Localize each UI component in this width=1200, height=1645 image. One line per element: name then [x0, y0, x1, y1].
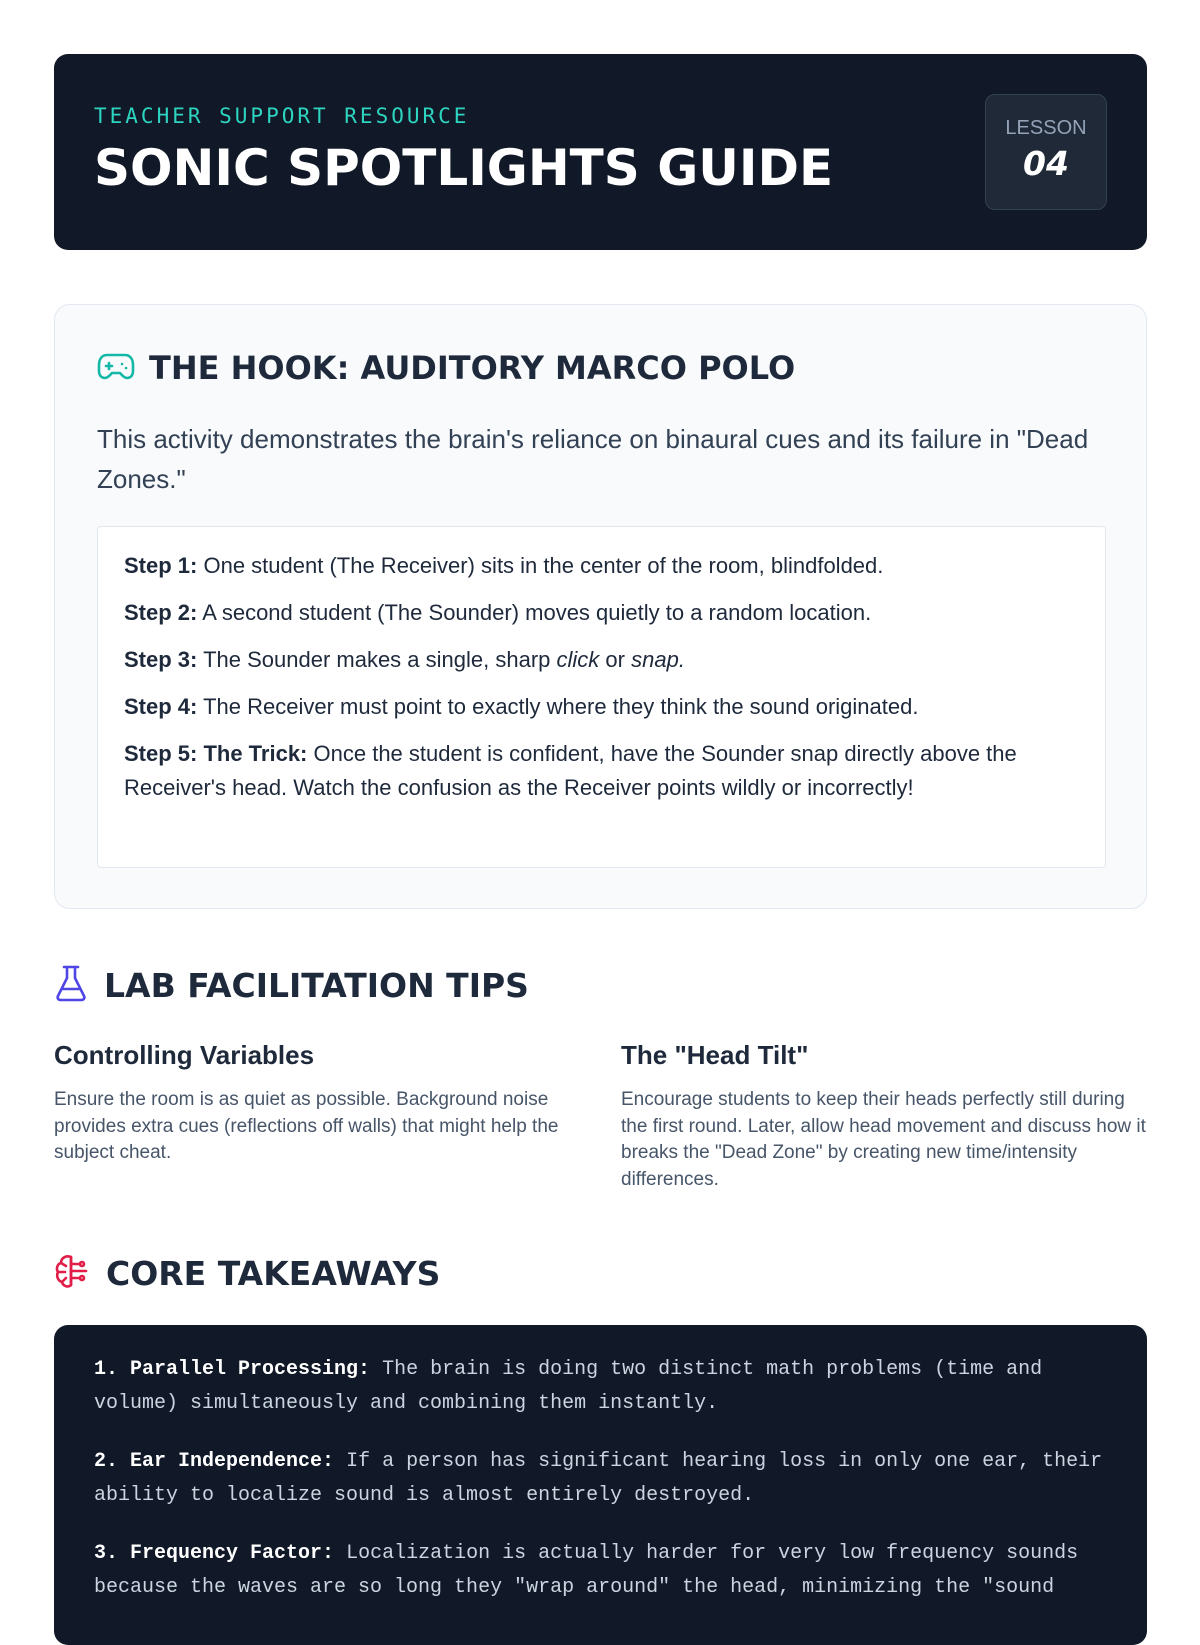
takeaway-text: The brain is doing two distinct math problems (time and volume) simultaneously and combining them instantly.: [94, 1358, 1043, 1415]
gamepad-icon: [97, 351, 135, 386]
tip-title: The "Head Tilt": [621, 1040, 809, 1070]
tips-heading: LAB FACILITATION TIPS: [104, 966, 529, 1005]
page-title: SONIC SPOTLIGHTS GUIDE: [94, 139, 834, 197]
step-label: Step 3:: [124, 647, 198, 672]
takeaway-label: 3. Frequency Factor:: [94, 1542, 335, 1565]
step-text: The Receiver must point to exactly where they think the sound originated.: [203, 694, 919, 719]
lesson-badge: [985, 94, 1107, 210]
header-eyebrow: TEACHER SUPPORT RESOURCE: [94, 104, 470, 128]
core-heading: CORE TAKEAWAYS: [106, 1254, 441, 1293]
takeaway-text: If a person has significant hearing loss in only one ear, their ability to localize sound is almost entirely destroyed.: [94, 1450, 1103, 1507]
core-heading-row: [54, 1253, 440, 1294]
takeaway-item: [94, 1445, 1107, 1513]
step-label: Step 2:: [124, 600, 198, 625]
steps-list: [97, 526, 1106, 868]
lesson-number: 04: [1023, 144, 1069, 183]
hook-heading: THE HOOK: AUDITORY MARCO POLO: [149, 349, 796, 387]
step-item: [124, 596, 1079, 630]
takeaway-item: [94, 1353, 1107, 1421]
takeaway-item: [94, 1537, 1107, 1605]
tips-heading-row: [54, 964, 529, 1007]
flask-icon: [54, 964, 88, 1007]
step-item: [124, 737, 1079, 805]
step-text: A second student (The Sounder) moves quietly to a random location.: [202, 600, 872, 625]
step-item: [124, 690, 1079, 724]
hook-card: [54, 304, 1147, 909]
step-text: One student (The Receiver) sits in the center of the room, blindfolded.: [203, 553, 884, 578]
takeaway-label: 2. Ear Independence:: [94, 1450, 335, 1473]
step-text: The Sounder makes a single, sharp: [203, 647, 551, 672]
tip-title: Controlling Variables: [54, 1040, 315, 1070]
core-takeaways-panel: [54, 1325, 1147, 1645]
lesson-label: LESSON: [1005, 117, 1087, 139]
brain-icon: [54, 1253, 90, 1294]
step-label: Step 5: The Trick:: [124, 741, 308, 766]
tip-text: Encourage students to keep their heads perfectly still during the first round. Later, allow head movement and discuss how it breaks the "Dead Zone" by creating new time/intensity differences.: [621, 1089, 1146, 1190]
step-text: Once the student is confident, have the Sounder snap directly above the Receiver's head. Watch the confusion as the Receiver points wildly or incorrectly!: [124, 741, 1017, 800]
takeaway-text: Localization is actually harder for very low frequency sounds because the waves are so long they "wrap around" the head, minimizing the "sound: [94, 1542, 1079, 1599]
hook-description: This activity demonstrates the brain's reliance on binaural cues and its failure in "Dead Zones.": [97, 424, 1089, 494]
step-label: Step 1:: [124, 553, 198, 578]
step-item: [124, 643, 1079, 677]
step-label: Step 4:: [124, 694, 198, 719]
tip-card: [54, 1040, 599, 1167]
step-text-or: or: [605, 647, 625, 672]
takeaway-label: 1. Parallel Processing:: [94, 1358, 371, 1381]
step-item: [124, 549, 1079, 583]
hook-heading-row: [97, 349, 795, 387]
tip-text: Ensure the room is as quiet as possible. Background noise provides extra cues (reflections off walls) that might help the subject cheat.: [54, 1089, 559, 1163]
step-emphasis-snap: snap.: [631, 647, 685, 672]
tip-card: [621, 1040, 1151, 1193]
step-emphasis-click: click: [556, 647, 600, 672]
header-banner: [54, 54, 1147, 250]
